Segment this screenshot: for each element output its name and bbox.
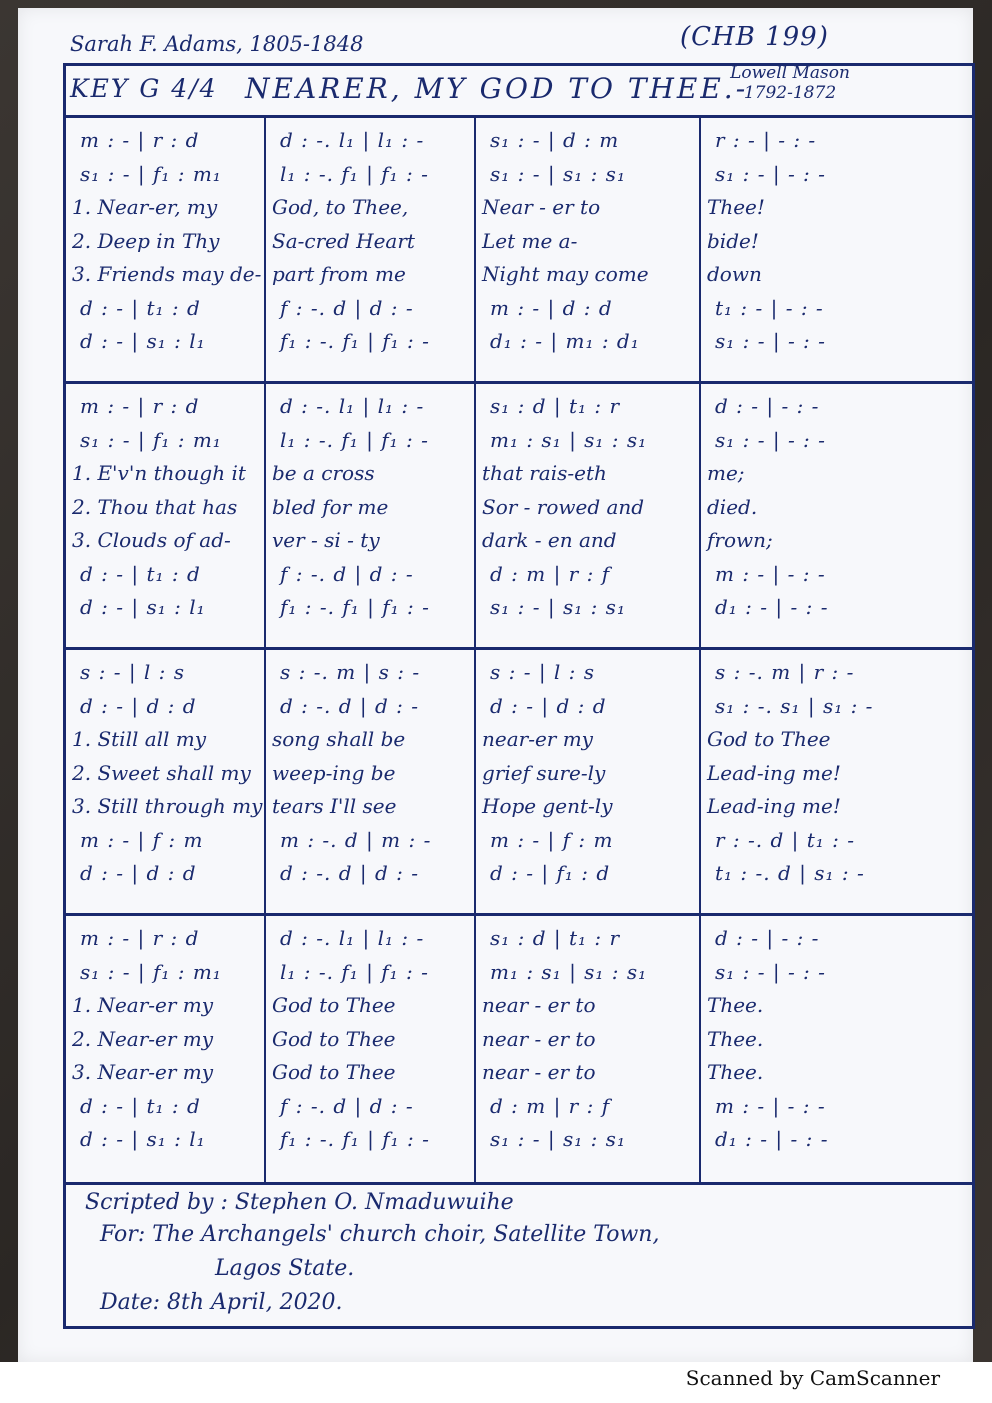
solfa-line: d : m | r : f <box>490 1093 611 1118</box>
lyric-line: God to Thee <box>707 727 831 751</box>
key-signature: KEY G 4/4 <box>70 74 218 103</box>
composer <box>700 63 880 103</box>
lyric-line: Thee. <box>707 1026 764 1051</box>
solfa-line: d : -. l₁ | l₁ : - <box>280 926 425 950</box>
solfa-line: s : - | l : s <box>80 660 186 684</box>
lyric-line: bled for me <box>272 494 389 519</box>
solfa-line: f : -. d | d : - <box>280 1093 414 1118</box>
lyric-line: God to Thee <box>272 1060 396 1084</box>
solfa-line: d : - | t₁ : d <box>80 295 201 320</box>
solfa-line: d : - | - : - <box>715 926 820 950</box>
score-cell <box>66 118 266 384</box>
solfa-line: f : -. d | d : - <box>280 561 414 586</box>
lyric-line: 2. Thou that has <box>72 494 238 519</box>
lyric-line: 3. Near-er my <box>72 1060 214 1084</box>
solfa-line: l₁ : -. f₁ | f₁ : - <box>280 427 429 452</box>
lyric-line: 1. Still all my <box>72 727 207 751</box>
lyric-line: frown; <box>707 528 773 552</box>
lyric-line: Near - er to <box>482 195 601 219</box>
solfa-line: s₁ : - | s₁ : s₁ <box>490 595 626 619</box>
solfa-line: d : - | - : - <box>715 394 820 418</box>
lyric-line: 3. Still through my <box>72 794 263 818</box>
lyric-line: Thee. <box>707 1060 764 1084</box>
solfa-line: s₁ : - | f₁ : m₁ <box>80 427 222 452</box>
hymn-title: NEARER, MY GOD TO THEE.- <box>245 72 749 105</box>
lyric-line: near - er to <box>482 993 596 1017</box>
solfa-line: s₁ : - | f₁ : m₁ <box>80 959 222 984</box>
solfa-line: l₁ : -. f₁ | f₁ : - <box>280 161 429 186</box>
lyric-line: near - er to <box>482 1026 596 1051</box>
solfa-line: t₁ : -. d | s₁ : - <box>715 861 865 885</box>
solfa-line: f₁ : -. f₁ | f₁ : - <box>280 1127 430 1151</box>
hymn-author: Sarah F. Adams, 1805-1848 <box>70 32 364 56</box>
camscanner-watermark: Scanned by CamScanner <box>685 1366 940 1390</box>
lyric-line: tears I'll see <box>272 794 397 818</box>
lyric-line: down <box>707 262 762 286</box>
solfa-line: s₁ : - | f₁ : m₁ <box>80 161 222 186</box>
score-cell <box>701 916 972 1182</box>
score-cell <box>66 650 266 916</box>
solfa-line: d : -. d | d : - <box>280 861 419 885</box>
solfa-line: d : - | f₁ : d <box>490 861 611 885</box>
script-date: Date: 8th April, 2020. <box>100 1290 343 1315</box>
score-cell <box>476 916 701 1182</box>
lyric-line: Sa-cred Heart <box>272 228 415 253</box>
score-cell <box>476 650 701 916</box>
solfa-line: m : - | - : - <box>715 1093 826 1118</box>
solfa-line: s₁ : - | s₁ : s₁ <box>490 161 626 186</box>
lyric-line: Hope gent-ly <box>482 794 613 818</box>
solfa-line: s : -. m | r : - <box>715 660 855 684</box>
choir-location: Lagos State. <box>215 1256 355 1281</box>
solfa-line: s₁ : d | t₁ : r <box>490 394 621 418</box>
lyric-line: God to Thee <box>272 993 396 1017</box>
lyric-line: Let me a- <box>482 228 578 253</box>
solfa-line: t₁ : - | - : - <box>715 295 824 320</box>
solfa-line: d₁ : - | - : - <box>715 1127 829 1151</box>
composer-dates: 1792-1872 <box>743 83 837 103</box>
lyric-line: Sor - rowed and <box>482 494 645 519</box>
lyric-line: 3. Friends may de- <box>72 262 262 286</box>
solfa-line: d : - | t₁ : d <box>80 1093 201 1118</box>
lyric-line: 2. Near-er my <box>72 1026 214 1051</box>
lyric-line: part from me <box>272 262 406 286</box>
lyric-line: died. <box>707 494 758 519</box>
lyric-line: Lead-ing me! <box>707 794 841 818</box>
score-cell <box>701 650 972 916</box>
hymn-number: (CHB 199) <box>680 22 829 52</box>
solfa-line: l₁ : -. f₁ | f₁ : - <box>280 959 429 984</box>
solfa-line: s₁ : -. s₁ | s₁ : - <box>715 693 874 718</box>
solfa-line: d : m | r : f <box>490 561 611 586</box>
lyric-line: grief sure-ly <box>482 760 606 785</box>
solfa-line: m : -. d | m : - <box>280 827 432 852</box>
solfa-line: d₁ : - | - : - <box>715 595 829 619</box>
solfa-line: m : - | - : - <box>715 561 826 586</box>
solfa-line: s₁ : - | - : - <box>715 959 826 984</box>
solfa-line: f₁ : -. f₁ | f₁ : - <box>280 329 430 353</box>
solfa-line: r : -. d | t₁ : - <box>715 827 856 852</box>
solfa-line: f : -. d | d : - <box>280 295 414 320</box>
lyric-line: weep-ing be <box>272 760 396 785</box>
lyric-line: 1. Near-er my <box>72 993 214 1017</box>
solfa-line: d : -. d | d : - <box>280 693 419 718</box>
solfa-line: m : - | f : m <box>80 827 204 852</box>
scripted-by: Scripted by : Stephen O. Nmaduwuihe <box>85 1190 514 1215</box>
solfa-score-grid <box>63 115 975 1185</box>
solfa-line: f₁ : -. f₁ | f₁ : - <box>280 595 430 619</box>
lyric-line: song shall be <box>272 727 406 751</box>
lyric-line: bide! <box>707 228 759 253</box>
solfa-line: m : - | f : m <box>490 827 614 852</box>
solfa-line: s₁ : - | - : - <box>715 329 826 353</box>
solfa-line: s₁ : - | - : - <box>715 161 826 186</box>
composer-name: Lowell Mason <box>730 63 850 83</box>
lyric-line: God to Thee <box>272 1026 396 1051</box>
solfa-line: d : - | d : d <box>80 693 197 718</box>
solfa-line: d : -. l₁ | l₁ : - <box>280 394 425 418</box>
solfa-line: d : - | s₁ : l₁ <box>80 1127 206 1151</box>
lyric-line: 2. Deep in Thy <box>72 228 220 253</box>
solfa-line: m : - | r : d <box>80 128 200 152</box>
score-cell <box>476 384 701 650</box>
lyric-line: 1. E'v'n though it <box>72 461 246 485</box>
lyric-line: dark - en and <box>482 528 617 552</box>
lyric-line: 3. Clouds of ad- <box>72 528 231 552</box>
lyric-line: Night may come <box>482 262 649 286</box>
solfa-line: s : -. m | s : - <box>280 660 421 684</box>
solfa-line: d : -. l₁ | l₁ : - <box>280 128 425 152</box>
solfa-line: s : - | l : s <box>490 660 596 684</box>
score-cell <box>476 118 701 384</box>
score-cell <box>266 650 476 916</box>
solfa-line: d : - | d : d <box>490 693 607 718</box>
score-cell <box>266 118 476 384</box>
solfa-line: m : - | r : d <box>80 394 200 418</box>
solfa-line: d : - | d : d <box>80 861 197 885</box>
choir-line: For: The Archangels' church choir, Satellite Town, <box>100 1222 660 1247</box>
solfa-line: d₁ : - | m₁ : d₁ <box>490 329 640 353</box>
lyric-line: God, to Thee, <box>272 195 409 219</box>
solfa-line: m : - | r : d <box>80 926 200 950</box>
lyric-line: be a cross <box>272 461 375 485</box>
score-cell <box>266 916 476 1182</box>
score-cell <box>266 384 476 650</box>
lyric-line: that rais-eth <box>482 461 607 485</box>
lyric-line: me; <box>707 461 745 485</box>
solfa-line: d : - | s₁ : l₁ <box>80 595 206 619</box>
solfa-line: m₁ : s₁ | s₁ : s₁ <box>490 959 648 984</box>
solfa-line: r : - | - : - <box>715 128 817 152</box>
score-cell <box>66 384 266 650</box>
lyric-line: Thee! <box>707 195 765 219</box>
solfa-line: s₁ : - | d : m <box>490 128 620 152</box>
lyric-line: ver - si - ty <box>272 528 380 552</box>
lyric-line: 2. Sweet shall my <box>72 760 251 785</box>
lyric-line: Lead-ing me! <box>707 760 841 785</box>
score-cell <box>701 384 972 650</box>
lyric-line: 1. Near-er, my <box>72 195 218 219</box>
solfa-line: d : - | t₁ : d <box>80 561 201 586</box>
score-cell <box>66 916 266 1182</box>
score-cell <box>701 118 972 384</box>
solfa-line: s₁ : - | s₁ : s₁ <box>490 1127 626 1151</box>
lyric-line: near-er my <box>482 727 593 751</box>
solfa-line: m : - | d : d <box>490 295 613 320</box>
solfa-line: s₁ : - | - : - <box>715 427 826 452</box>
lyric-line: Thee. <box>707 993 764 1017</box>
solfa-line: d : - | s₁ : l₁ <box>80 329 206 353</box>
lyric-line: near - er to <box>482 1060 596 1084</box>
solfa-line: m₁ : s₁ | s₁ : s₁ <box>490 427 648 452</box>
solfa-line: s₁ : d | t₁ : r <box>490 926 621 950</box>
